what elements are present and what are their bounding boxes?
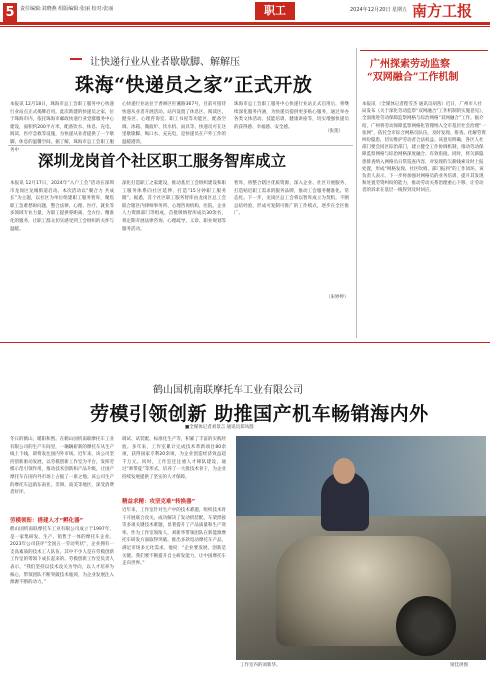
photo-caption: 工作室内的刘新华。 [240, 663, 281, 668]
story3-title: 劳模引领创新 助推国产机车畅销海内外 [90, 403, 429, 425]
section-divider [0, 342, 490, 343]
story-divider [8, 145, 353, 146]
story1-signature: （张莲） [325, 129, 343, 134]
publication-date: 2024年12月20日 星期五 [350, 7, 408, 13]
story2-column-3: 智库，将整合辖区优质资源，深入企业、社区开展服务，打造贴近职工需求的服务品牌，推动工会服务精准化、常态化。下一步，龙岗区总工会将以智库成立为契机，不断总结经验，形成可复制可推广的工作模式，逐步在全区推广。 [234, 181, 349, 217]
story3-column-1: 冬日的鹤山，暖阳和煦。在鹤山国机南联摩托车工业有限公司的生产车间里，一辆辆崭新的摩托车从生产线上下线，即将发往国内外市场。近年来，该公司坚持创新驱动发展，以劳模创新工作室为平台，发挥劳模示范引领作用，推动技术创新和产品升级，让国产摩托车在国内外市场上占据了一席之地。该公司生产的摩托车远销东南亚、非洲、南美等地区，深受消费者好评。 [10, 437, 114, 496]
masthead-thin-rule [0, 26, 490, 27]
story1-column-2: 心快递行业站位于香洲区柠溪路367号，目前可接待快递从业者开展活动。站内设置了休息区、阅读区、健身区、心理咨询室、职工书屋等功能区，配备空调、冰箱、微波炉、饮水机、雨具等，快递员可在这里歇歇脚、喝口水、充充电，是快递员在户外工作的温暖港湾。 [122, 102, 226, 145]
story3-subhead-1: 劳模领衔：搭建人才“孵化器” [10, 518, 84, 524]
worker-photo [236, 436, 486, 660]
story1-subtitle: 让快递行业从业者歇歇脚、解解压 [90, 57, 240, 68]
photo-credit: 梁佳供图 [450, 663, 468, 668]
story2-column-2: 深化打造职工之家建设，推动基层工会组织建设和职工服务体系向社区延伸，打造“15分钟职工服务圈”。据悉，首个社区职工服务智库由龙岗区总工会联合辖区内律师事务所、心理咨询机构、医院、企业人力资源部门等组成，首批吸纳智库成员30余名，将定期开展法律咨询、心理疏导、义诊、职业规划等服务活动。 [122, 181, 226, 232]
story3-column-2: 调试、试装配、标准化生产等，积累了丰富的实践经验。多年来，工作室累计完成技术革新项目80余项，获得国家专利20余项，为企业创造经济效益超千万元。同时，工作室还注重人才梯队建设，通过“师带徒”等形式，培养了一大批技术骨干，为企业持续发展提供了坚实的人才保障。 [122, 437, 226, 480]
page-number: 5 [3, 3, 17, 23]
story3-column-1b: 鹤山国机南联摩托车工业有限公司成立于1997年，是一家集研发、生产、销售于一体的摩托车企业。2023年公司获评“全国五一劳动奖状”，企业拥有一支高素质的技术工人队伍，其中不少人是在劳模创新工作室的带领下成长起来的。劳模创新工作室负责人表示，“我们坚持以技术攻关为导向，以人才培养为核心，带领团队不断突破技术瓶颈，为企业发展注入源源不断的动力。” [10, 527, 114, 586]
story2-column-1: 本报讯 12月17日，2024年“入户工会”活动在深圳市龙岗区龙城街道启动。本次活动以“聚合力 共成长”为主题，以社区为单位组建职工服务智库，聚焦职工急难愁盼问题，整合法律、心理、医疗、就业等多领域专业力量，为职工提供零距离、全方位、精准化的服务，让职工群众切实感受到工会组织的关怀与温暖。 [10, 181, 114, 232]
story3-column-2b: 近年来，工作室针对生产中的技术难题，组织技术骨干开展联合攻关，成功解决了发动机装配、车架焊接等多项关键技术难题，显著提升了产品质量和生产效率。作为工作室领衔人，刘新华带领团队在新能源摩托车研发方面取得突破，推出多款电动摩托车产品，满足市场多元化需求。他说：“企业要发展，创新是关键。我们要不断提升自主研发能力，让中国摩托车走向世界。” [122, 508, 226, 567]
photo-wheel [396, 596, 456, 656]
story1-column-1: 本报讯 12月18日，珠海市总工会职工服务中心快递行业站点正式揭牌启用。此次新建的快递员之家，位于珠海市内，依托珠海市邮政快递行业党群服务中心建设，面积约200平方米，配备饮水、休息、充电、阅读、医疗急救等设施，为快递从业者提供了一个歇脚、休息的温馨空间。据了解，珠海市总工会职工服务中 [10, 102, 114, 153]
story3-kicker: 鹤山国机南联摩托车工业有限公司 [153, 385, 303, 396]
sidebar-title-line-2: “双网融合”工作机制 [367, 72, 459, 83]
sidebar-body: 本报讯 （全媒体记者程雪杰 通讯员胡茜）近日，广州市人社局发布《关于深化劳动监察“双网融合”工作机制的实施意见》，全面推进劳动保障监察网格与综治网格“双网融合”工作。据介绍，广州将劳动保障监察网格化管理纳入全市基层社会治理“一张网”，依托全市综合网格员队伍，及时发现、排查、化解劳资纠纷隐患，切实维护劳动者合法权益。该意见明确，各区人社部门要会同区综治部门，建立健全工作协调机制，推动劳动保障监察网格与综治网格深度融合、有效衔接。同时，将欠薪隐患排查纳入网格员日常巡查内容，对发现的欠薪线索及时上报处置，形成“网格发现、社区吹哨、部门报到”的工作闭环。该负责人表示，下一步将加强对网格员的业务培训，提升其发现和处置劳资纠纷的能力，推动劳动关系治理重心下移，让劳动者的诉求在基层一线得到及时回应。 [362, 102, 486, 194]
masthead-rule [0, 22, 490, 25]
photo-worker-head [333, 458, 355, 484]
masthead [0, 0, 490, 40]
editor-credits: 责任编辑:刘晓燕 组版编辑:张丽 校对:张丽 [20, 6, 114, 12]
sidebar-title-line-1: 广州探索劳动监察 [370, 59, 450, 70]
story3-byline: ■全媒体记者刘景言 通讯员郑凤群 [185, 425, 254, 430]
story1-title: 珠海“快递员之家”正式开放 [75, 74, 313, 96]
column-divider [356, 48, 357, 338]
headline-accent [70, 58, 82, 60]
newspaper-logo: 南方工报 [412, 2, 473, 20]
story2-title: 深圳龙岗首个社区职工服务智库成立 [38, 151, 287, 170]
section-tag: 职工 [255, 2, 295, 20]
story2-signature: （朱婷婷） [326, 295, 349, 300]
story3-subhead-2: 精益求精：攻坚克难“转换器” [122, 499, 196, 505]
story1-column-3: 珠海市总工会职工服务中心快递行业站正式启用后，将继续深化服务内涵，为快递员提供更多贴心服务，通过举办各类文体活动、技能培训、健康讲座等，切实增强快递员的获得感、幸福感、安全感。 [234, 102, 349, 130]
